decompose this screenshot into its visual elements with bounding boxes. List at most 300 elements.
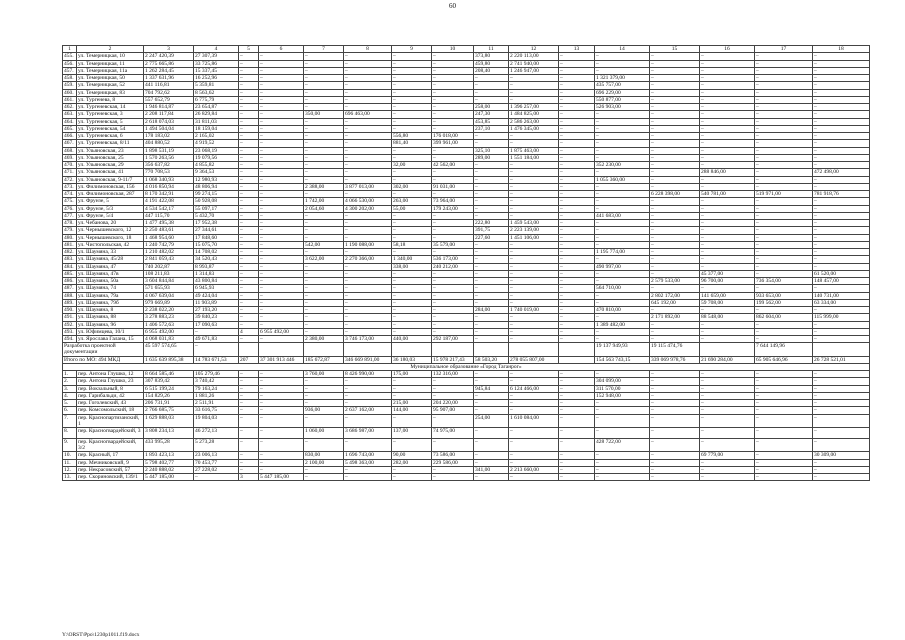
table-cell: – xyxy=(239,307,259,314)
table-cell: – xyxy=(474,459,509,466)
column-number-cell: 4 xyxy=(194,46,239,53)
table-cell: – xyxy=(595,205,650,212)
column-number-cell: 18 xyxy=(813,46,870,53)
table-cell: 2 247 420,39 xyxy=(144,53,194,60)
table-cell: 26 829,84 xyxy=(194,111,239,118)
table-cell: 4 191 422,08 xyxy=(144,198,194,205)
table-cell: – xyxy=(509,198,559,205)
table-cell: – xyxy=(239,452,259,459)
table-cell: – xyxy=(239,392,259,399)
table-cell: – xyxy=(304,321,344,328)
table-cell: – xyxy=(239,263,259,270)
table-cell: ул. Шаумяна, 33 xyxy=(77,249,144,256)
table-cell: 3 746 173,00 xyxy=(344,336,392,343)
column-number-cell: 3 xyxy=(144,46,194,53)
table-cell: – xyxy=(392,212,432,219)
table-cell: – xyxy=(755,474,813,481)
table-cell: 2 220 113,00 xyxy=(509,53,559,60)
table-cell: 284,00 xyxy=(474,307,509,314)
table-cell: – xyxy=(755,371,813,378)
table-cell: – xyxy=(755,82,813,89)
table-cell: 4. xyxy=(63,392,77,399)
table-cell: – xyxy=(344,162,392,169)
table-row xyxy=(63,147,870,154)
table-cell: – xyxy=(344,60,392,67)
table-cell: – xyxy=(700,125,755,132)
table-cell: 550 877,00 xyxy=(595,96,650,103)
table-cell: – xyxy=(474,96,509,103)
table-cell: 4 016 850,94 xyxy=(144,183,194,190)
table-cell: – xyxy=(474,270,509,277)
table-row xyxy=(63,125,870,132)
table-cell: – xyxy=(650,212,700,219)
table-cell: – xyxy=(813,176,870,183)
table-cell: – xyxy=(595,67,650,74)
table-cell: – xyxy=(392,125,432,132)
table-cell: 79 163,24 xyxy=(194,385,239,392)
table-cell: – xyxy=(813,234,870,241)
table-cell: – xyxy=(650,111,700,118)
table-cell: ул. Чистопольская, 42 xyxy=(77,241,144,248)
table-cell: 1 337 631,96 xyxy=(144,75,194,82)
table-cell: 2 208 117,84 xyxy=(144,111,194,118)
table-cell: 1 570 263,56 xyxy=(144,154,194,161)
table-cell: – xyxy=(650,227,700,234)
table-cell: – xyxy=(304,466,344,473)
table-cell: – xyxy=(755,256,813,263)
table-cell: ул. Шаумяна, 88 xyxy=(77,314,144,321)
table-cell xyxy=(304,343,344,356)
column-number-cell: 8 xyxy=(344,46,392,53)
table-cell: – xyxy=(650,198,700,205)
table-cell: – xyxy=(595,133,650,140)
table-cell: – xyxy=(344,392,392,399)
table-cell: – xyxy=(700,263,755,270)
table-cell: – xyxy=(392,314,432,321)
table-row xyxy=(63,212,870,219)
table-cell: 3 740,42 xyxy=(194,378,239,385)
table-cell: – xyxy=(259,336,304,343)
table-cell: 1 246 947,00 xyxy=(509,67,559,74)
table-cell: пер. Вокзальный, 8 xyxy=(77,385,144,392)
table-cell: 10. xyxy=(63,452,77,459)
table-cell: – xyxy=(755,104,813,111)
table-cell: 356 637,82 xyxy=(144,162,194,169)
table-cell: – xyxy=(813,285,870,292)
table-cell: – xyxy=(509,378,559,385)
table-cell: 493. xyxy=(63,328,77,335)
table-cell: – xyxy=(304,89,344,96)
table-row xyxy=(63,234,870,241)
table-cell: – xyxy=(755,96,813,103)
table-cell: 474. xyxy=(63,191,77,198)
table-cell: 19 137 949,93 xyxy=(595,343,650,356)
table-cell: 4 xyxy=(239,328,259,335)
total-row xyxy=(63,356,870,363)
table-cell: – xyxy=(259,162,304,169)
table-cell: 557 652,79 xyxy=(144,96,194,103)
table-cell: – xyxy=(813,82,870,89)
table-cell: – xyxy=(700,459,755,466)
table-cell: – xyxy=(559,299,595,306)
table-cell: – xyxy=(259,154,304,161)
table-cell: – xyxy=(304,299,344,306)
table-cell: – xyxy=(595,60,650,67)
table-cell: – xyxy=(650,270,700,277)
table-cell: 486. xyxy=(63,278,77,285)
table-cell: – xyxy=(813,392,870,399)
table-cell: – xyxy=(344,140,392,147)
table-cell: – xyxy=(700,220,755,227)
table-cell: 88 548,00 xyxy=(700,314,755,321)
table-cell: – xyxy=(700,414,755,427)
table-cell: 433 995,28 xyxy=(144,439,194,452)
table-row xyxy=(63,53,870,60)
table-cell: – xyxy=(239,67,259,74)
table-cell: – xyxy=(259,176,304,183)
table-cell: 8. xyxy=(63,428,77,439)
table-row xyxy=(63,75,870,82)
table-cell: – xyxy=(755,227,813,234)
table-cell: – xyxy=(474,428,509,439)
table-cell: 1 494 504,04 xyxy=(144,125,194,132)
table-cell: 441 683,00 xyxy=(595,212,650,219)
table-cell: 9 364,53 xyxy=(194,169,239,176)
table-cell: – xyxy=(559,407,595,414)
table-cell: – xyxy=(239,278,259,285)
table-cell: – xyxy=(474,400,509,407)
table-cell: – xyxy=(432,104,474,111)
table-cell: – xyxy=(259,133,304,140)
repair-schedule-table xyxy=(62,45,870,481)
total-cell: 346 669 891,00 xyxy=(344,356,392,363)
table-cell: – xyxy=(304,285,344,292)
table-cell: – xyxy=(813,307,870,314)
table-cell: – xyxy=(559,270,595,277)
table-cell: 6 945,93 xyxy=(194,285,239,292)
table-cell: – xyxy=(344,53,392,60)
table-cell: пер. Комсомольский, 18 xyxy=(77,407,144,414)
table-cell: – xyxy=(474,263,509,270)
table-cell: – xyxy=(755,452,813,459)
table-cell: 489. xyxy=(63,299,77,306)
table-cell: – xyxy=(755,183,813,190)
section-title: Муниципальное образование «Город Таганрог» xyxy=(63,363,870,370)
table-cell: – xyxy=(304,474,344,481)
page-number: 60 xyxy=(449,2,456,10)
table-cell: – xyxy=(259,89,304,96)
column-number-cell: 12 xyxy=(509,46,559,53)
table-cell xyxy=(239,343,259,356)
column-number-cell: 16 xyxy=(700,46,755,53)
table-cell: 34 520,43 xyxy=(194,256,239,263)
table-cell: – xyxy=(650,307,700,314)
table-cell: – xyxy=(509,256,559,263)
table-cell: – xyxy=(559,176,595,183)
table-cell: – xyxy=(650,133,700,140)
table-cell: – xyxy=(194,328,239,335)
table-cell: 485. xyxy=(63,270,77,277)
total-cell: 207 xyxy=(239,356,259,363)
table-cell: – xyxy=(559,439,595,452)
table-cell: – xyxy=(509,285,559,292)
table-cell: – xyxy=(700,371,755,378)
table-cell: – xyxy=(304,75,344,82)
table-cell: – xyxy=(755,249,813,256)
table-cell: 108 211,83 xyxy=(144,270,194,277)
table-row xyxy=(63,371,870,378)
table-cell: 1 451 106,00 xyxy=(509,234,559,241)
table-cell: – xyxy=(559,205,595,212)
table-row xyxy=(63,321,870,328)
table-cell: – xyxy=(559,169,595,176)
table-cell: 2. xyxy=(63,378,77,385)
table-cell: – xyxy=(813,154,870,161)
table-cell: – xyxy=(259,299,304,306)
table-cell: – xyxy=(559,314,595,321)
table-cell: – xyxy=(259,169,304,176)
table-cell: – xyxy=(259,400,304,407)
table-cell: 46 272,13 xyxy=(194,428,239,439)
table-cell: – xyxy=(432,385,474,392)
table-cell: – xyxy=(304,53,344,60)
table-cell: – xyxy=(813,474,870,481)
table-cell: – xyxy=(559,191,595,198)
table-cell: пер. Гарибальди, 42 xyxy=(77,392,144,399)
table-cell: – xyxy=(239,82,259,89)
table-cell: – xyxy=(700,385,755,392)
table-cell: – xyxy=(595,140,650,147)
table-cell: 8 426 990,00 xyxy=(344,371,392,378)
table-cell: 468. xyxy=(63,147,77,154)
table-cell: 4 534 542,17 xyxy=(144,205,194,212)
table-cell: – xyxy=(755,212,813,219)
table-cell: 45 597 574,65 xyxy=(144,343,194,356)
table-cell: – xyxy=(755,154,813,161)
table-cell: – xyxy=(813,183,870,190)
table-cell: – xyxy=(392,227,432,234)
table-cell: – xyxy=(813,227,870,234)
table-cell: – xyxy=(509,140,559,147)
table-cell: – xyxy=(650,378,700,385)
table-cell: – xyxy=(344,89,392,96)
table-cell: – xyxy=(259,392,304,399)
table-cell: – xyxy=(239,205,259,212)
total-label: Итого по МО: 494 МКД xyxy=(63,356,144,363)
table-cell: 12. xyxy=(63,466,77,473)
table-cell: 1 195 774,00 xyxy=(595,249,650,256)
table-cell: ул. Шаумяна, 47 xyxy=(77,263,144,270)
table-cell: – xyxy=(304,270,344,277)
table-cell: – xyxy=(392,278,432,285)
table-cell: 247,30 xyxy=(474,111,509,118)
table-cell: – xyxy=(650,336,700,343)
table-cell: – xyxy=(509,428,559,439)
total-cell: 65 905 646,96 xyxy=(755,356,813,363)
table-cell: – xyxy=(344,321,392,328)
table-row xyxy=(63,256,870,263)
table-cell: 4 067 639,04 xyxy=(144,292,194,299)
table-cell: 8 664 585,46 xyxy=(144,371,194,378)
table-cell: – xyxy=(392,67,432,74)
table-cell: – xyxy=(595,111,650,118)
table-cell: 1 898 531,19 xyxy=(144,147,194,154)
table-cell: 945,84 xyxy=(474,385,509,392)
table-cell: – xyxy=(259,278,304,285)
table-cell: – xyxy=(432,378,474,385)
table-cell: – xyxy=(755,307,813,314)
table-cell: 27 344,61 xyxy=(194,227,239,234)
table-cell: – xyxy=(650,263,700,270)
table-cell: – xyxy=(700,321,755,328)
table-cell: – xyxy=(259,378,304,385)
table-cell: – xyxy=(813,378,870,385)
table-cell: – xyxy=(509,249,559,256)
table-cell: 1 893 423,13 xyxy=(144,452,194,459)
table-cell: 90,00 xyxy=(392,452,432,459)
table-cell: 33 616,75 xyxy=(194,407,239,414)
table-row xyxy=(63,205,870,212)
table-cell: – xyxy=(595,227,650,234)
table-cell: – xyxy=(239,169,259,176)
table-cell: – xyxy=(392,111,432,118)
table-row xyxy=(63,263,870,270)
table-cell: – xyxy=(344,234,392,241)
table-cell: 1 459 543,00 xyxy=(509,220,559,227)
table-cell: – xyxy=(304,154,344,161)
table-cell: – xyxy=(432,89,474,96)
table-cell: – xyxy=(259,53,304,60)
table-cell: 61 520,00 xyxy=(813,270,870,277)
table-cell: – xyxy=(509,162,559,169)
table-cell: – xyxy=(700,285,755,292)
table-cell: – xyxy=(304,96,344,103)
table-cell: – xyxy=(559,140,595,147)
table-cell: – xyxy=(432,392,474,399)
table-cell: 2 171 892,00 xyxy=(650,314,700,321)
table-cell: 6 955 492,00 xyxy=(144,328,194,335)
table-cell: – xyxy=(474,336,509,343)
table-cell: 781 918,76 xyxy=(813,191,870,198)
table-cell: – xyxy=(239,270,259,277)
table-cell: 475. xyxy=(63,198,77,205)
table-cell: ул. Фрунзе, 5/4 xyxy=(77,212,144,219)
table-cell xyxy=(474,343,509,356)
table-cell: – xyxy=(509,278,559,285)
table-cell: – xyxy=(595,452,650,459)
table-cell: – xyxy=(813,371,870,378)
table-cell: – xyxy=(700,104,755,111)
table-cell: пер. Краснопартизанский, 1 xyxy=(77,414,144,427)
table-cell: 302,00 xyxy=(392,183,432,190)
table-cell: – xyxy=(650,104,700,111)
table-cell: – xyxy=(813,439,870,452)
table-cell: – xyxy=(259,270,304,277)
table-cell: – xyxy=(239,321,259,328)
table-cell: – xyxy=(595,474,650,481)
table-cell: – xyxy=(700,176,755,183)
table-cell: – xyxy=(559,220,595,227)
table-cell: – xyxy=(259,75,304,82)
table-cell: – xyxy=(304,392,344,399)
table-cell: ул. Шаумяна, 74 xyxy=(77,285,144,292)
table-cell: 441 116,81 xyxy=(144,82,194,89)
table-cell: 27 193,20 xyxy=(194,307,239,314)
table-cell: ул. Чернышевского, 12 xyxy=(77,227,144,234)
column-number-cell: 14 xyxy=(595,46,650,53)
table-cell: – xyxy=(559,321,595,328)
table-row xyxy=(63,307,870,314)
table-cell: 3 760,00 xyxy=(304,371,344,378)
table-cell: – xyxy=(559,474,595,481)
table-cell: – xyxy=(344,307,392,314)
table-cell: 1 740 019,00 xyxy=(509,307,559,314)
table-cell: 469. xyxy=(63,154,77,161)
table-cell: 16 252,96 xyxy=(194,75,239,82)
table-cell xyxy=(344,343,392,356)
table-cell: ул. Темерницкая, 10 xyxy=(77,53,144,60)
table-cell: 556,80 xyxy=(392,133,432,140)
table-cell: 2 165,02 xyxy=(194,133,239,140)
table-cell: 464. xyxy=(63,118,77,125)
table-cell: – xyxy=(392,321,432,328)
table-cell: – xyxy=(509,263,559,270)
table-cell: 307 839,42 xyxy=(144,378,194,385)
table-cell: – xyxy=(304,212,344,219)
table-cell: – xyxy=(239,125,259,132)
table-cell: – xyxy=(595,220,650,227)
table-cell: ул. Темерницкая, 83 xyxy=(77,89,144,96)
table-cell: 736 354,00 xyxy=(755,278,813,285)
table-cell: 140 731,00 xyxy=(813,292,870,299)
table-cell: – xyxy=(559,162,595,169)
table-cell: – xyxy=(392,378,432,385)
table-cell: 459. xyxy=(63,82,77,89)
table-cell: 23 654,87 xyxy=(194,104,239,111)
table-cell: – xyxy=(259,256,304,263)
table-cell: – xyxy=(344,212,392,219)
table-cell: – xyxy=(559,256,595,263)
table-cell: – xyxy=(755,328,813,335)
table-cell: пер. Мечниковский, 9 xyxy=(77,459,144,466)
table-cell: – xyxy=(259,60,304,67)
table-cell: – xyxy=(344,67,392,74)
table-cell: – xyxy=(813,336,870,343)
table-cell: – xyxy=(259,459,304,466)
table-cell: – xyxy=(259,118,304,125)
table-cell: 7 644 149,96 xyxy=(755,343,813,356)
table-cell: – xyxy=(344,220,392,227)
table-cell: – xyxy=(474,378,509,385)
table-cell: 540 781,00 xyxy=(700,191,755,198)
table-cell: – xyxy=(344,118,392,125)
table-cell: – xyxy=(559,104,595,111)
table-cell: 457. xyxy=(63,67,77,74)
table-cell: 481. xyxy=(63,241,77,248)
table-cell xyxy=(559,343,595,356)
table-cell: – xyxy=(813,263,870,270)
table-cell: – xyxy=(700,118,755,125)
table-cell: – xyxy=(559,459,595,466)
table-cell: 1 060,00 xyxy=(304,428,344,439)
table-cell: 2 766 685,75 xyxy=(144,407,194,414)
table-cell: – xyxy=(559,111,595,118)
table-cell: 881,40 xyxy=(392,140,432,147)
table-cell: – xyxy=(559,227,595,234)
table-cell: 288 846,00 xyxy=(700,169,755,176)
table-cell: – xyxy=(755,75,813,82)
table-cell: – xyxy=(755,270,813,277)
